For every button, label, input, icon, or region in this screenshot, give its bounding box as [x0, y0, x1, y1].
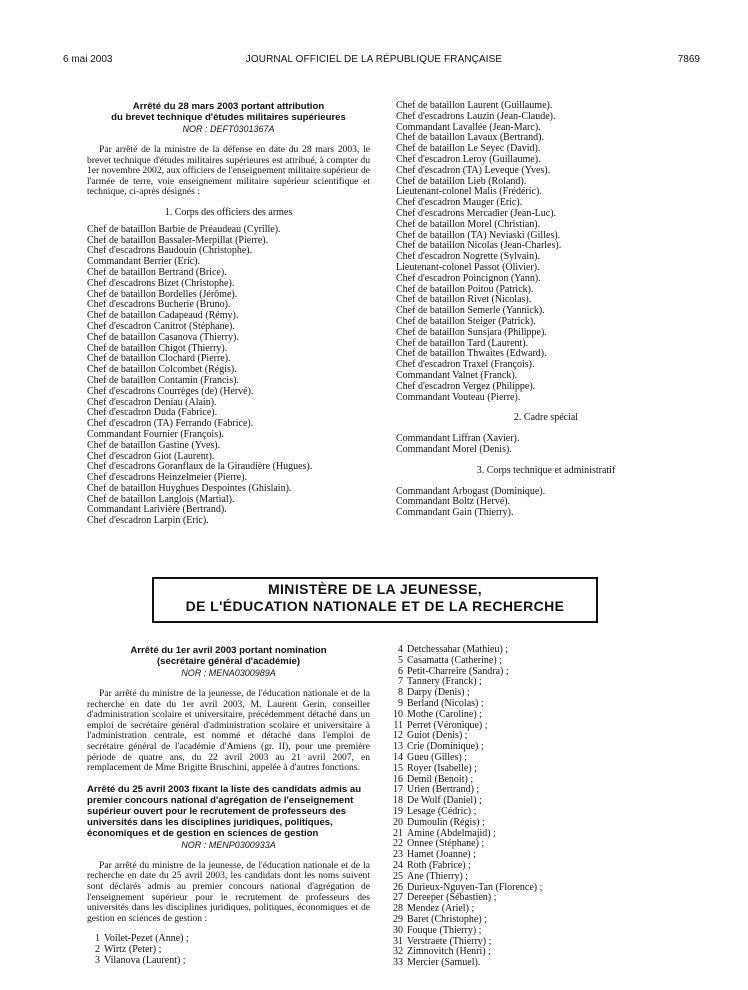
officer-list-item: Chef de bataillon Barbie de Préaudeau (Cyrille). — [87, 223, 281, 235]
officer-list-item: Chef de bataillon Tard (Laurent). — [396, 337, 529, 349]
candidate-rank: 28 — [393, 903, 403, 915]
candidate-rank: 27 — [393, 892, 403, 904]
officer-list-item: Chef d'escadron (TA) Ferrando (Fabrice). — [87, 418, 254, 430]
header-date: 6 mai 2003 — [63, 54, 113, 65]
officer-list-item: Chef de bataillon Casanova (Thierry). — [87, 331, 239, 343]
officer-list-item: Chef de bataillon Laurent (Guillaume). — [396, 100, 553, 111]
officer-list-item: Chef d'escadrons Mercadier (Jean-Luc). — [396, 207, 557, 219]
officer-list-item: Chef de bataillon Bertrand (Brice). — [87, 266, 227, 278]
officer-list-item: Chef de bataillon Chigot (Thierry). — [87, 342, 228, 354]
candidate-name: Casamatta (Catherine) ; — [407, 654, 502, 666]
officer-list-item: Chef d'escadron Poincignon (Yann). — [396, 272, 541, 284]
candidate-name: Onnee (Stéphane) ; — [407, 838, 485, 850]
officer-list-item: Chef de bataillon Morel (Christian). — [396, 218, 541, 230]
officer-list-item: Chef de bataillon Cadapeaud (Rémy). — [87, 310, 239, 322]
candidate-rank: 2 — [95, 944, 100, 956]
officer-list-item: Chef de bataillon Langlois (Martial). — [87, 493, 235, 505]
officer-list-item: Commandant Fournier (François). — [87, 428, 224, 440]
candidate-rank: 26 — [393, 881, 403, 893]
candidate-rank: 21 — [393, 827, 403, 839]
officer-list-item: Chef de bataillon Bassaler-Merpillat (Pierre). — [87, 234, 269, 246]
candidate-rank: 22 — [393, 838, 403, 850]
candidate-rank: 3 — [95, 954, 100, 966]
officer-list-item: Chef d'escadron Larpin (Eric). — [87, 515, 209, 527]
section1-list-right — [396, 101, 696, 403]
candidate-rank: 14 — [393, 751, 403, 763]
officer-list-item: Chef de bataillon Clochard (Pierre). — [87, 353, 231, 365]
candidate-name: Dereeper (Sébastien) ; — [407, 892, 497, 904]
officer-list-item: Chef de bataillon Colcombet (Régis). — [87, 364, 237, 376]
officer-list-item: Chef de bataillon Poitou (Patrick). — [396, 283, 534, 295]
officer-list-item: Chef d'escadron (TA) Leveque (Yves). — [396, 164, 551, 176]
top-right-column — [396, 101, 696, 519]
candidate-name: Guiot (Denis) ; — [407, 730, 468, 742]
officer-list-item: Chef d'escadron Leroy (Guillaume). — [396, 153, 541, 165]
candidate-name: Baret (Christophe) ; — [407, 913, 487, 925]
candidate-name: Urien (Bertrand) ; — [407, 784, 480, 796]
officer-list-item: Chef d'escadrons Baudouin (Christophe). — [87, 245, 253, 257]
arrete1-nor: NOR : DEFT0301367A — [182, 124, 275, 134]
candidate-name: Mothe (Caroline) ; — [407, 708, 482, 720]
candidate-rank: 23 — [393, 849, 403, 861]
candidate-rank: 10 — [393, 708, 403, 720]
officer-list-item: Chef d'escadron Deniau (Alain). — [87, 396, 217, 408]
candidate-name: Ane (Thierry) ; — [407, 870, 469, 882]
officer-list-item: Chef de bataillon Rivet (Nicolas). — [396, 294, 532, 306]
arrete3-nor: NOR : MENP0300933A — [181, 839, 276, 850]
arrete1-title-line1: Arrêté du 28 mars 2003 portant attribution — [132, 101, 325, 112]
candidate-name: Gueu (Gilles) ; — [407, 751, 467, 763]
candidate-rank: 18 — [393, 795, 403, 807]
journal-title: JOURNAL OFFICIEL DE LA RÉPUBLIQUE FRANÇAISE — [245, 54, 503, 65]
arrete2-title-line2: (secrétaire général d'académie) — [156, 656, 301, 667]
officer-list-item: Chef d'escadron Traxel (François). — [396, 359, 535, 371]
officer-list-item: Chef de bataillon (TA) Neviaski (Gilles). — [396, 229, 561, 241]
candidate-name: Perret (Véronique) ; — [407, 719, 488, 731]
candidate-rank: 8 — [398, 687, 403, 699]
officer-list-item: Chef d'escadron Vergez (Philippe). — [396, 380, 536, 392]
candidate-rank: 11 — [393, 719, 403, 731]
officer-list-item: Chef d'escadrons Bizet (Christophe). — [87, 277, 235, 289]
officer-list-item: Commandant Arbogast (Dominique). — [396, 485, 546, 497]
officer-list-item: Commandant Berrier (Eric). — [87, 256, 201, 268]
officer-list-item: Commandant Larivière (Bertrand). — [87, 504, 227, 516]
candidate-name: Durieux-Nguyen-Tan (Florence) ; — [407, 881, 543, 893]
arrete2-title — [87, 645, 370, 667]
officer-list-item: Chef de bataillon Contamin (Francis). — [87, 374, 239, 386]
candidate-name: Petit-Charreire (Sandra) ; — [407, 665, 509, 677]
officer-list-item: Chef d'escadron Duda (Fabrice). — [87, 407, 218, 419]
section3-title: 3. Corps technique et administratif — [476, 464, 616, 476]
arrete3-list-left — [87, 934, 370, 966]
candidate-rank: 13 — [393, 741, 403, 753]
candidate-name: Verstraete (Thierry) ; — [407, 935, 492, 947]
top-left-column — [87, 101, 370, 527]
candidate-rank: 12 — [393, 730, 403, 742]
officer-list-item: Commandant Valnet (Franck). — [396, 369, 518, 381]
officer-list-item: Chef d'escadrons Heinzelmeier (Pierre). — [87, 472, 248, 484]
officer-list-item: Chef d'escadron Giot (Laurent). — [87, 450, 215, 462]
candidate-name: Wirtz (Peter) ; — [104, 944, 162, 956]
candidate-name: Mercier (Samuel). — [407, 957, 481, 969]
candidate-rank: 30 — [393, 924, 403, 936]
candidate-name: Hamet (Joanne) ; — [407, 849, 476, 861]
officer-list-item: Chef de bataillon Huyghues Despointes (Ghislain). — [87, 482, 292, 494]
candidate-name: Demil (Benoit) ; — [407, 773, 474, 785]
candidate-name: Zimnovitch (Henri) ; — [407, 946, 491, 958]
arrete2-title-line1: Arrêté du 1er avril 2003 portant nomination — [130, 645, 327, 656]
officer-list-item: Chef de bataillon Semerle (Yannick). — [396, 305, 545, 317]
candidate-name: Berland (Nicolas) ; — [407, 697, 484, 709]
officer-list-item: Lieutenant-colonel Malis (Frédéric). — [396, 186, 542, 198]
officer-list-item: Lieutenant-colonel Passot (Olivier). — [396, 261, 540, 273]
candidate-name: Crie (Dominique) ; — [407, 741, 484, 753]
officer-list-item: Chef de bataillon Lavaux (Bertrand). — [396, 132, 544, 144]
candidate-name: Royer (Isabelle) ; — [407, 762, 477, 774]
candidate-rank: 32 — [393, 946, 403, 958]
candidate-rank: 19 — [393, 805, 403, 817]
candidate-rank: 15 — [393, 762, 403, 774]
officer-list-item: Chef de bataillon Le Seyec (David). — [396, 143, 541, 155]
officer-list-item: Commandant Boltz (Hervé). — [396, 496, 511, 508]
candidate-name: Roth (Fabrice) ; — [407, 859, 471, 871]
officer-list-item: Commandant Morel (Denis). — [396, 443, 512, 455]
candidate-rank: 16 — [393, 773, 403, 785]
officer-list-item: Chef de bataillon Steiger (Patrick). — [396, 315, 536, 327]
arrete1-title — [87, 101, 370, 123]
officer-list-item: Chef d'escadrons Goranflaux de la Giraudière (Hugues). — [87, 461, 313, 473]
officer-list-item: Chef de bataillon Gastine (Yves). — [87, 439, 221, 451]
arrete2-nor: NOR : MENA0300989A — [181, 668, 276, 678]
officer-list-item: Chef de bataillon Sunsjara (Philippe). — [396, 326, 547, 338]
candidate-item — [87, 956, 370, 967]
candidate-name: Dumoulin (Régis) ; — [407, 816, 485, 828]
ministry-line2: DE L'ÉDUCATION NATIONALE ET DE LA RECHERCHE — [185, 598, 565, 614]
arrete3-intro: Par arrêté du ministre de la jeunesse, de l'éducation nationale et de la recherche en date du 25 avril 2003, les candidats dont les noms suivent sont déclarés admis au premier concours national d'agrégation de l'enseignement supérieur pour le recrutement de professeurs des universités dans les disciplines juridiques, politiques, économiques et de gestion en sciences de gestion : — [87, 859, 370, 924]
arrete3-list-right — [390, 645, 690, 969]
officer-list-item: Commandant Gain (Thierry). — [396, 507, 514, 519]
officer-list-item: Commandant Liffran (Xavier). — [396, 433, 520, 445]
arrete1-intro: Par arrêté de la ministre de la défense en date du 28 mars 2003, le brevet technique d'études militaires supérieures est attribué, à compter du 1er novembre 2002, aux officiers de l'enseignement militaire supérieur de l'armée de terre, voie enseignement militaire supérieur scientifique et technique, ci-après désignés : — [87, 144, 370, 198]
candidate-rank: 25 — [393, 870, 403, 882]
officer-list-item: Chef d'escadrons Lauzin (Jean-Claude). — [396, 110, 556, 122]
candidate-name: Voilet-Pezet (Anne) ; — [104, 933, 189, 945]
candidate-rank: 17 — [393, 784, 403, 796]
candidate-rank: 20 — [393, 816, 403, 828]
candidate-rank: 1 — [95, 933, 100, 945]
candidate-name: Tannery (Franck) ; — [407, 676, 482, 688]
candidate-name: De Wolf (Daniel) ; — [407, 795, 482, 807]
bottom-right-column — [390, 645, 690, 969]
candidate-rank: 4 — [398, 644, 403, 655]
officer-list-item: Commandant Vouteau (Pierre). — [396, 391, 521, 403]
candidate-rank: 5 — [398, 654, 403, 666]
candidate-rank: 6 — [398, 665, 403, 677]
arrete3-title: Arrêté du 25 avril 2003 fixant la liste des candidats admis au premier concours national d'agrégation de l'enseignement supérieur ouvert pour le recrutement de professeurs des universités dans les disciplines juridiques, politiques, économiques et de gestion en sciences de gestion — [87, 783, 362, 839]
officer-list-item: Chef de bataillon Lieb (Roland). — [396, 175, 527, 187]
page-header — [0, 0, 748, 65]
candidate-name: Detchessahar (Mathieu) ; — [407, 644, 509, 655]
officer-list-item: Chef d'escadrons Courrèges (de) (Hervé). — [87, 385, 254, 397]
bottom-left-column — [87, 645, 370, 967]
candidate-name: Mendez (Ariel) ; — [407, 903, 475, 915]
candidate-rank: 33 — [393, 957, 403, 969]
officer-list-item: Chef d'escadron Nogrette (Sylvain). — [396, 251, 540, 263]
candidate-name: Fouque (Thierry) ; — [407, 924, 482, 936]
candidate-name: Amine (Abdelmajid) ; — [407, 827, 496, 839]
candidate-rank: 29 — [393, 913, 403, 925]
officer-list-item: Commandant Lavallée (Jean-Marc). — [396, 121, 541, 133]
candidate-rank: 31 — [393, 935, 403, 947]
officer-list-item: Chef d'escadron Canitrot (Stéphane). — [87, 320, 235, 332]
candidate-rank: 7 — [398, 676, 403, 688]
section2-title: 2. Cadre spécial — [513, 412, 579, 424]
page-number: 7869 — [677, 54, 700, 65]
arrete2-text: Par arrêté du ministre de la jeunesse, de l'éducation nationale et de la recherche en date du 1er avril 2003, M. Laurent Gerin, conseiller d'administration scolaire et universitaire, précédemment détaché dans un emploi de secrétaire général d'administration scolaire et universitaire à l'administration centrale, est nommé et détaché dans l'emploi de secrétaire général de l'académie d'Amiens (gr. II), pour une première période de quatre ans, du 22 avril 2003 au 21 avril 2007, en remplacement de Mme Brigitte Bruschini, appelée à d'autres fonctions. — [87, 688, 370, 774]
ministry-heading-box — [152, 577, 598, 623]
officer-list-item: Chef d'escadron Mauger (Eric). — [396, 197, 523, 209]
candidate-name: Lesage (Cédric) ; — [407, 805, 477, 817]
section3-list — [396, 487, 696, 519]
officer-list-item: Chef de bataillon Thwaites (Edward). — [396, 348, 547, 360]
section1-title: 1. Corps des officiers des armes — [164, 206, 293, 218]
candidate-item — [390, 958, 690, 969]
arrete1-title-line2: du brevet technique d'études militaires supérieures — [111, 112, 346, 123]
officer-list-item: Chef de bataillon Nicolas (Jean-Charles). — [396, 240, 562, 252]
candidate-name: Vilanova (Laurent) ; — [104, 954, 186, 966]
ministry-line1: MINISTÈRE DE LA JEUNESSE, — [267, 581, 483, 597]
candidate-rank: 24 — [393, 859, 403, 871]
officer-list-item: Chef de bataillon Bordelles (Jérôme). — [87, 288, 238, 300]
officer-list-item: Chef d'escadrons Bucherie (Bruno). — [87, 299, 231, 311]
candidate-rank: 9 — [398, 697, 403, 709]
candidate-name: Darpy (Denis) ; — [407, 687, 470, 699]
section1-list-left — [87, 225, 370, 527]
section2-list — [396, 434, 696, 456]
